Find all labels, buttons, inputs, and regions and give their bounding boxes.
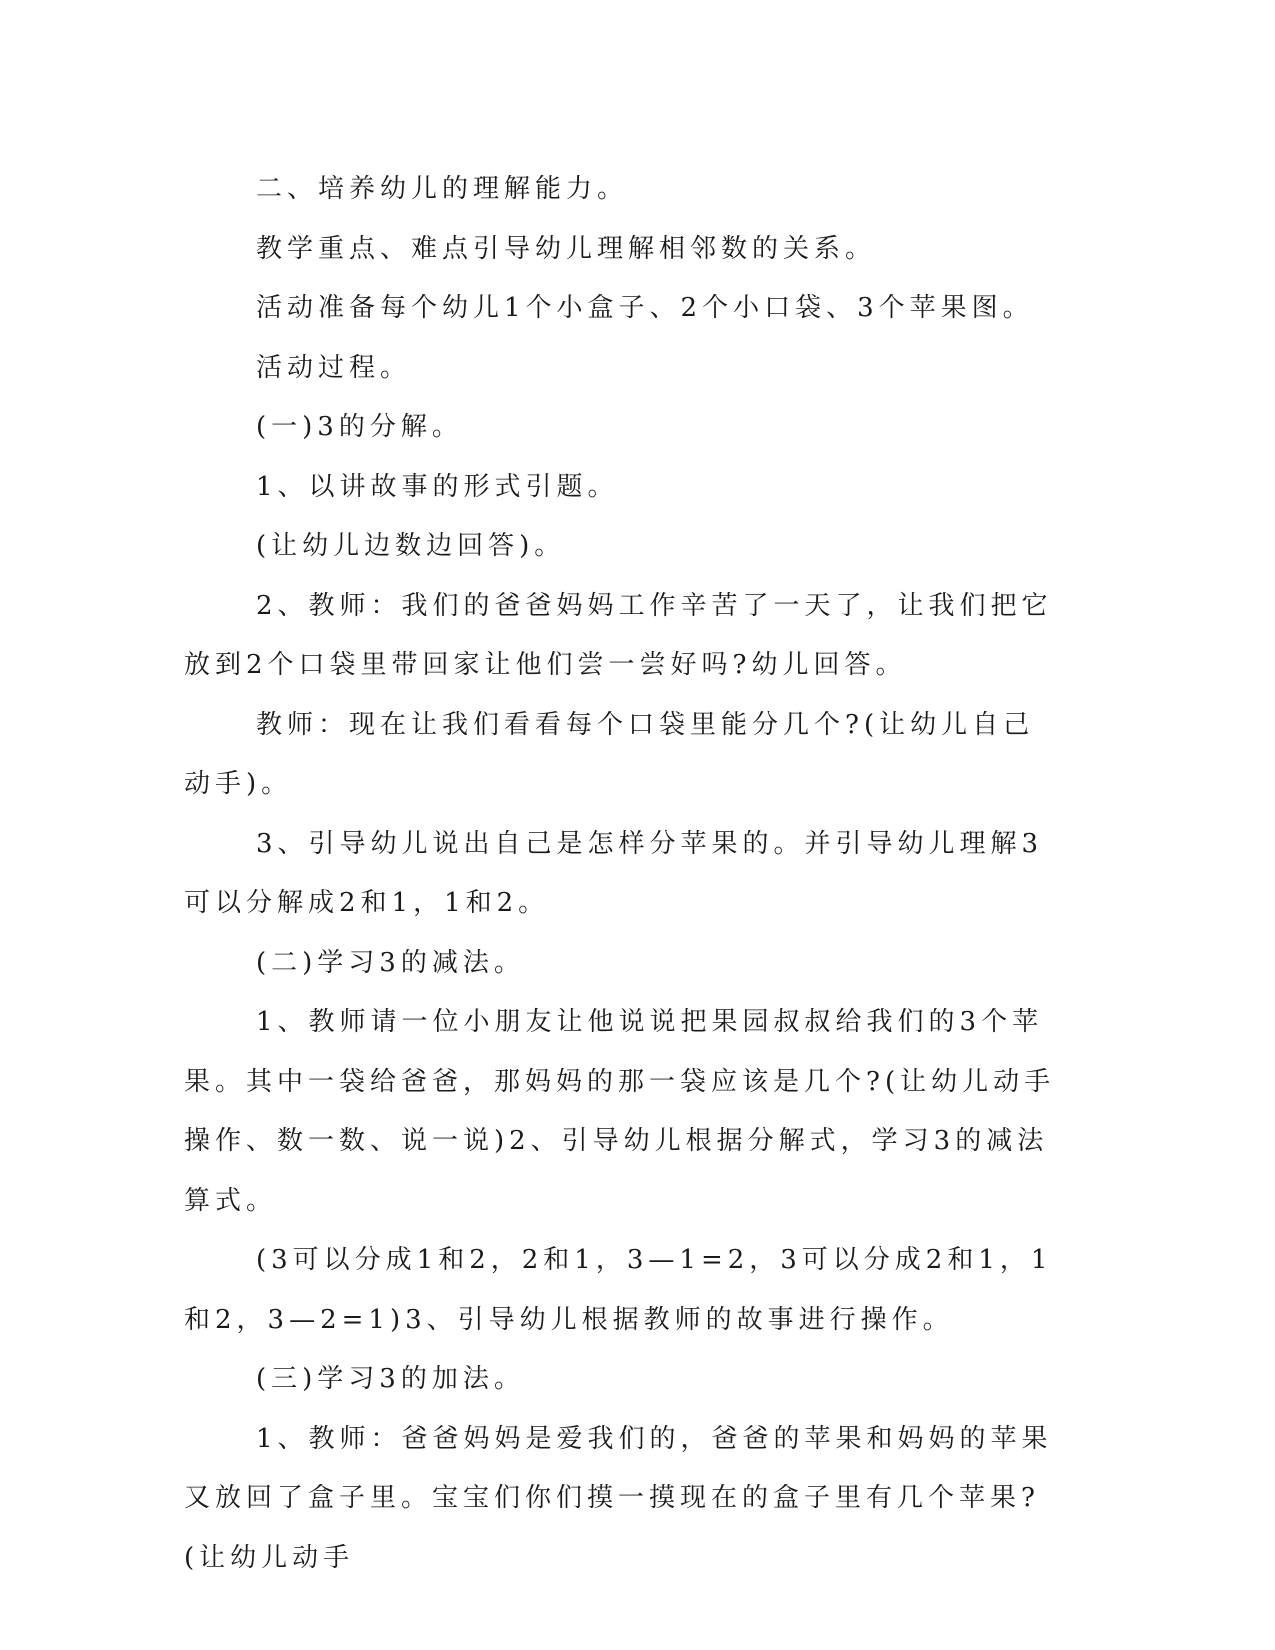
paragraph-step-1-3: 3、引导幼儿说出自己是怎样分苹果的。并引导幼儿理解3可以分解成2和1，1和2。 [184,828,1044,918]
paragraph-key-points: 教学重点、难点引导幼儿理解相邻数的关系。 [256,233,877,264]
paragraph-section-1-heading: (一)3的分解。 [256,412,463,442]
paragraph-teacher-prompt: 教师：现在让我们看看每个口袋里能分几个?(让幼儿自己动手)。 [184,709,1035,799]
paragraph-materials: 活动准备每个幼儿1个小盒子、2个小口袋、3个苹果图。 [256,293,1034,323]
paragraph-step-1-note: (让幼儿边数边回答)。 [256,531,566,561]
paragraph-step-1-2: 2、教师：我们的爸爸妈妈工作辛苦了一天了，让我们把它放到2个口袋里带回家让他们尝一尝好吗?幼儿回答。 [184,590,1053,680]
paragraph-section-3-heading: (三)学习3的加法。 [256,1364,525,1394]
paragraph-step-3-1: 1、教师：爸爸妈妈是爱我们的，爸爸的苹果和妈妈的苹果又放回了盒子里。宝宝们你们摸一摸现在的盒子里有几个苹果?(让幼儿动手 [184,1423,1053,1573]
paragraph-process-heading: 活动过程。 [256,352,412,383]
paragraph-step-2-formulas: (3可以分成1和2，2和1，3—1=2，3可以分成2和1，1和2，3—2=1)3、引导幼儿根据教师的故事进行操作。 [184,1245,1053,1335]
document-body [184,160,1064,1588]
paragraph-step-1-1: 1、以讲故事的形式引题。 [256,471,619,502]
paragraph-step-2-1: 1、教师请一位小朋友让他说说把果园叔叔给我们的3个苹果。其中一袋给爸爸，那妈妈的那一袋应该是几个?(让幼儿动手操作、数一数、说一说)2、引导幼儿根据分解式，学习3的减法算式。 [184,1007,1056,1216]
paragraph-section-2-heading: (二)学习3的减法。 [256,947,525,978]
paragraph-goal-2: 二、培养幼儿的理解能力。 [256,174,629,204]
